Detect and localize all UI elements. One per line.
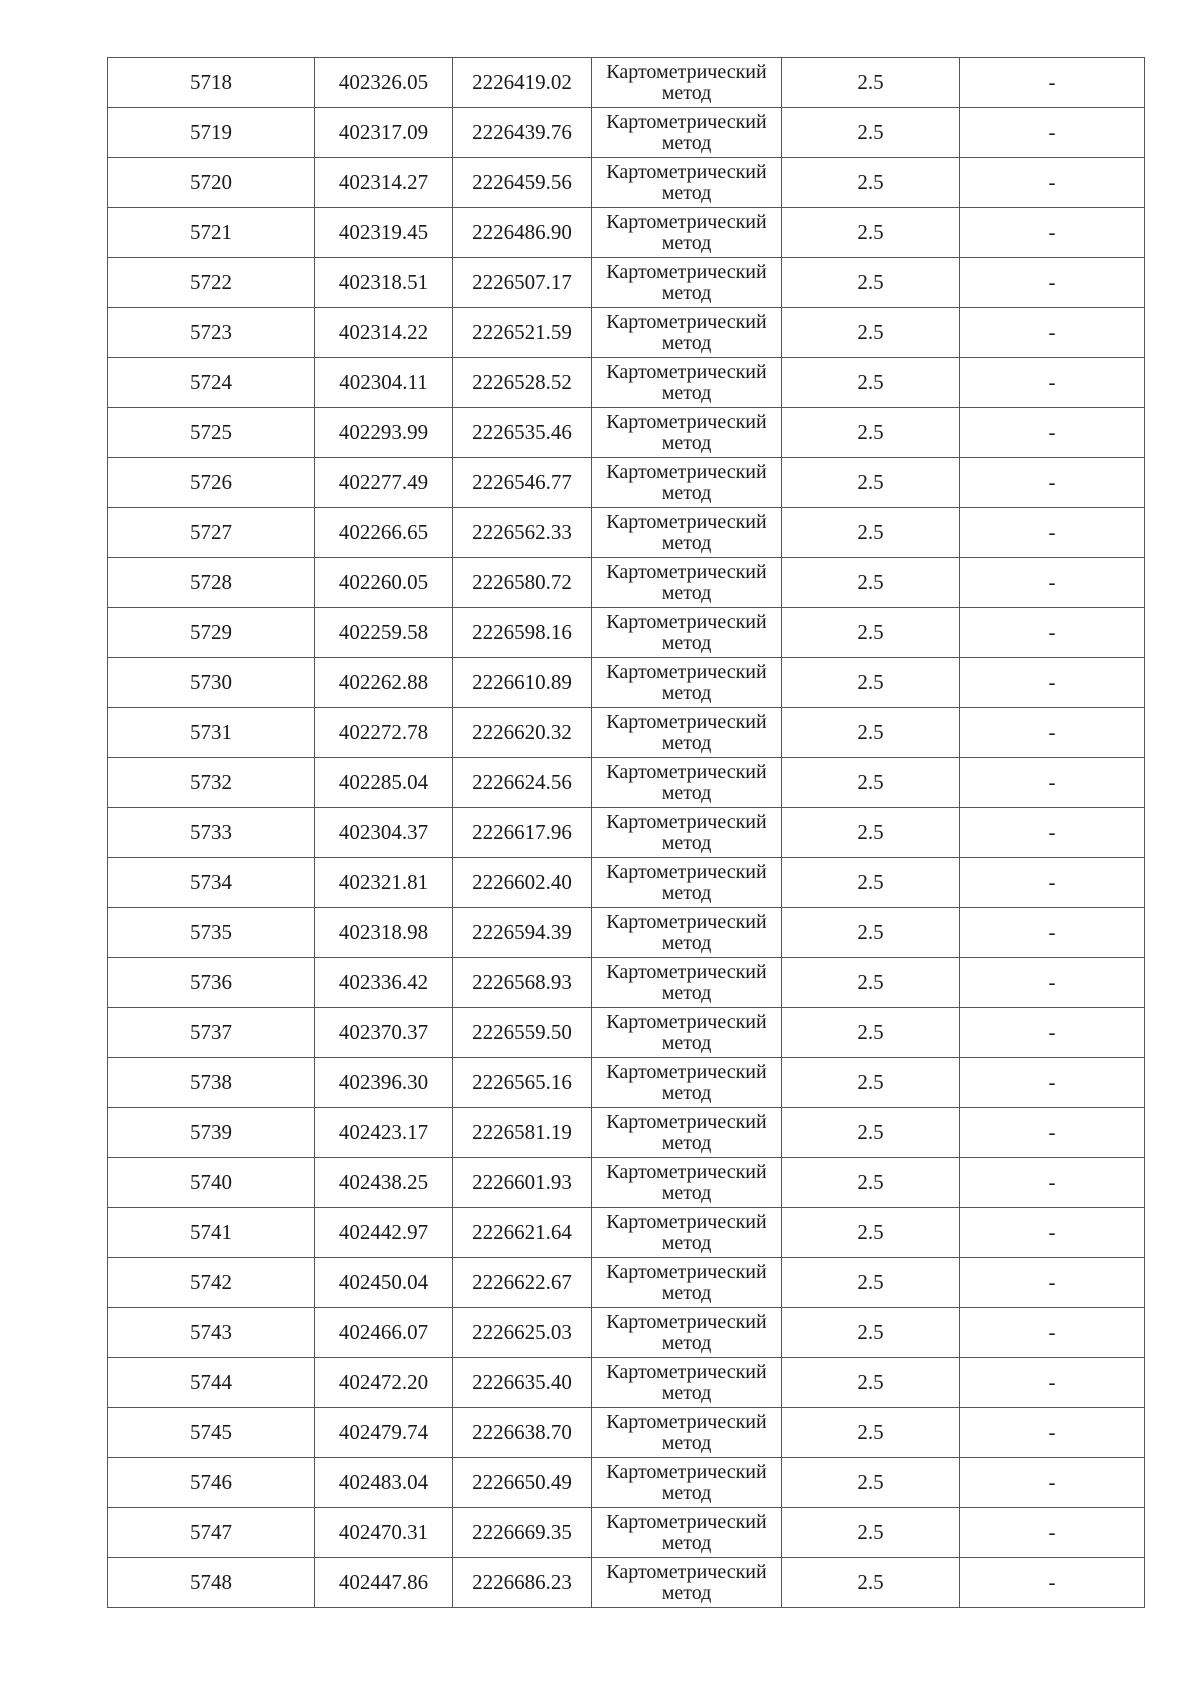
accuracy-cell: 2.5: [782, 1258, 960, 1308]
method-label-line2: метод: [661, 331, 712, 354]
x-coordinate-cell: 402293.99: [315, 408, 453, 458]
method-cell: [592, 108, 782, 158]
description-cell: -: [960, 1308, 1145, 1358]
point-number-cell: 5730: [108, 658, 315, 708]
y-coordinate-cell: 2226617.96: [453, 808, 592, 858]
description-cell: -: [960, 1558, 1145, 1608]
table-row: [108, 1508, 1145, 1558]
table-row: [108, 308, 1145, 358]
description-cell: -: [960, 358, 1145, 408]
accuracy-cell: 2.5: [782, 1108, 960, 1158]
method-label-line2: метод: [661, 581, 712, 604]
table-row: [108, 758, 1145, 808]
description-cell: -: [960, 508, 1145, 558]
y-coordinate-cell: 2226562.33: [453, 508, 592, 558]
point-number-cell: 5738: [108, 1058, 315, 1108]
method-label-line1: Картометрический: [606, 660, 767, 683]
table-row: [108, 1258, 1145, 1308]
description-cell: -: [960, 208, 1145, 258]
table-row: [108, 258, 1145, 308]
method-label-line1: Картометрический: [606, 1360, 767, 1383]
method-label-line2: метод: [661, 281, 712, 304]
description-cell: -: [960, 708, 1145, 758]
point-number-cell: 5740: [108, 1158, 315, 1208]
method-cell: [592, 758, 782, 808]
accuracy-cell: 2.5: [782, 1458, 960, 1508]
point-number-cell: 5722: [108, 258, 315, 308]
point-number-cell: 5736: [108, 958, 315, 1008]
x-coordinate-cell: 402472.20: [315, 1358, 453, 1408]
table-row: [108, 458, 1145, 508]
point-number-cell: 5723: [108, 308, 315, 358]
description-cell: -: [960, 1458, 1145, 1508]
method-label-line2: метод: [661, 381, 712, 404]
method-label-line1: Картометрический: [606, 810, 767, 833]
method-label-line1: Картометрический: [606, 1060, 767, 1083]
method-cell: [592, 158, 782, 208]
description-cell: -: [960, 758, 1145, 808]
x-coordinate-cell: 402483.04: [315, 1458, 453, 1508]
table-row: [108, 358, 1145, 408]
method-label-line2: метод: [661, 1481, 712, 1504]
description-cell: -: [960, 858, 1145, 908]
method-label-line2: метод: [661, 731, 712, 754]
description-cell: -: [960, 1058, 1145, 1108]
table-row: [108, 1108, 1145, 1158]
method-label-line1: Картометрический: [606, 1510, 767, 1533]
point-number-cell: 5742: [108, 1258, 315, 1308]
method-cell: [592, 1358, 782, 1408]
description-cell: -: [960, 958, 1145, 1008]
description-cell: -: [960, 908, 1145, 958]
method-cell: [592, 1208, 782, 1258]
point-number-cell: 5743: [108, 1308, 315, 1358]
method-cell: [592, 608, 782, 658]
method-cell: [592, 258, 782, 308]
table-row: [108, 508, 1145, 558]
x-coordinate-cell: 402314.27: [315, 158, 453, 208]
x-coordinate-cell: 402259.58: [315, 608, 453, 658]
method-cell: [592, 908, 782, 958]
y-coordinate-cell: 2226598.16: [453, 608, 592, 658]
description-cell: -: [960, 658, 1145, 708]
description-cell: -: [960, 1158, 1145, 1208]
point-number-cell: 5734: [108, 858, 315, 908]
method-label-line2: метод: [661, 831, 712, 854]
y-coordinate-cell: 2226439.76: [453, 108, 592, 158]
y-coordinate-cell: 2226610.89: [453, 658, 592, 708]
y-coordinate-cell: 2226419.02: [453, 58, 592, 108]
accuracy-cell: 2.5: [782, 658, 960, 708]
method-cell: [592, 708, 782, 758]
table-row: [108, 1358, 1145, 1408]
y-coordinate-cell: 2226601.93: [453, 1158, 592, 1208]
x-coordinate-cell: 402336.42: [315, 958, 453, 1008]
point-number-cell: 5720: [108, 158, 315, 208]
y-coordinate-cell: 2226669.35: [453, 1508, 592, 1558]
method-label-line2: метод: [661, 881, 712, 904]
description-cell: -: [960, 808, 1145, 858]
point-number-cell: 5746: [108, 1458, 315, 1508]
x-coordinate-cell: 402319.45: [315, 208, 453, 258]
description-cell: -: [960, 408, 1145, 458]
y-coordinate-cell: 2226625.03: [453, 1308, 592, 1358]
x-coordinate-cell: 402285.04: [315, 758, 453, 808]
method-label-line2: метод: [661, 531, 712, 554]
table-row: [108, 108, 1145, 158]
accuracy-cell: 2.5: [782, 1508, 960, 1558]
point-number-cell: 5721: [108, 208, 315, 258]
y-coordinate-cell: 2226459.56: [453, 158, 592, 208]
method-label-line1: Картометрический: [606, 1310, 767, 1333]
y-coordinate-cell: 2226622.67: [453, 1258, 592, 1308]
point-number-cell: 5747: [108, 1508, 315, 1558]
method-label-line1: Картометрический: [606, 260, 767, 283]
method-label-line2: метод: [661, 1431, 712, 1454]
point-number-cell: 5729: [108, 608, 315, 658]
x-coordinate-cell: 402260.05: [315, 558, 453, 608]
method-label-line2: метод: [661, 1381, 712, 1404]
method-label-line1: Картометрический: [606, 360, 767, 383]
table-row: [108, 58, 1145, 108]
accuracy-cell: 2.5: [782, 258, 960, 308]
x-coordinate-cell: 402277.49: [315, 458, 453, 508]
y-coordinate-cell: 2226521.59: [453, 308, 592, 358]
y-coordinate-cell: 2226581.19: [453, 1108, 592, 1158]
method-label-line1: Картометрический: [606, 460, 767, 483]
point-number-cell: 5725: [108, 408, 315, 458]
method-label-line1: Картометрический: [606, 1110, 767, 1133]
method-label-line2: метод: [661, 1031, 712, 1054]
method-label-line1: Картометрический: [606, 710, 767, 733]
description-cell: -: [960, 1358, 1145, 1408]
table-row: [108, 1558, 1145, 1608]
method-label-line1: Картометрический: [606, 1560, 767, 1583]
method-cell: [592, 458, 782, 508]
x-coordinate-cell: 402318.51: [315, 258, 453, 308]
method-cell: [592, 1258, 782, 1308]
method-label-line1: Картометрический: [606, 210, 767, 233]
description-cell: -: [960, 1408, 1145, 1458]
point-number-cell: 5741: [108, 1208, 315, 1258]
method-cell: [592, 808, 782, 858]
x-coordinate-cell: 402317.09: [315, 108, 453, 158]
accuracy-cell: 2.5: [782, 1158, 960, 1208]
method-cell: [592, 58, 782, 108]
method-label-line1: Картометрический: [606, 1460, 767, 1483]
method-label-line1: Картометрический: [606, 110, 767, 133]
y-coordinate-cell: 2226507.17: [453, 258, 592, 308]
point-number-cell: 5719: [108, 108, 315, 158]
y-coordinate-cell: 2226486.90: [453, 208, 592, 258]
accuracy-cell: 2.5: [782, 1308, 960, 1358]
description-cell: -: [960, 308, 1145, 358]
description-cell: -: [960, 1008, 1145, 1058]
table-row: [108, 708, 1145, 758]
method-label-line2: метод: [661, 181, 712, 204]
x-coordinate-cell: 402447.86: [315, 1558, 453, 1608]
method-label-line2: метод: [661, 1181, 712, 1204]
y-coordinate-cell: 2226620.32: [453, 708, 592, 758]
y-coordinate-cell: 2226559.50: [453, 1008, 592, 1058]
accuracy-cell: 2.5: [782, 1008, 960, 1058]
table-row: [108, 908, 1145, 958]
table-row: [108, 558, 1145, 608]
point-number-cell: 5732: [108, 758, 315, 808]
accuracy-cell: 2.5: [782, 608, 960, 658]
method-label-line1: Картометрический: [606, 860, 767, 883]
description-cell: -: [960, 458, 1145, 508]
accuracy-cell: 2.5: [782, 908, 960, 958]
y-coordinate-cell: 2226528.52: [453, 358, 592, 408]
method-label-line2: метод: [661, 1331, 712, 1354]
method-cell: [592, 858, 782, 908]
y-coordinate-cell: 2226546.77: [453, 458, 592, 508]
method-label-line2: метод: [661, 481, 712, 504]
method-label-line1: Картометрический: [606, 1260, 767, 1283]
accuracy-cell: 2.5: [782, 408, 960, 458]
accuracy-cell: 2.5: [782, 1558, 960, 1608]
table-row: [108, 658, 1145, 708]
y-coordinate-cell: 2226535.46: [453, 408, 592, 458]
table-row: [108, 208, 1145, 258]
x-coordinate-cell: 402370.37: [315, 1008, 453, 1058]
y-coordinate-cell: 2226624.56: [453, 758, 592, 808]
method-label-line1: Картометрический: [606, 410, 767, 433]
method-label-line1: Картометрический: [606, 560, 767, 583]
accuracy-cell: 2.5: [782, 158, 960, 208]
point-number-cell: 5744: [108, 1358, 315, 1408]
method-cell: [592, 408, 782, 458]
y-coordinate-cell: 2226602.40: [453, 858, 592, 908]
description-cell: -: [960, 1108, 1145, 1158]
method-label-line1: Картометрический: [606, 760, 767, 783]
method-label-line2: метод: [661, 931, 712, 954]
accuracy-cell: 2.5: [782, 358, 960, 408]
method-label-line2: метод: [661, 781, 712, 804]
table-row: [108, 608, 1145, 658]
y-coordinate-cell: 2226650.49: [453, 1458, 592, 1508]
table-row: [108, 1458, 1145, 1508]
method-cell: [592, 1008, 782, 1058]
method-cell: [592, 1558, 782, 1608]
coordinates-table: [107, 57, 1145, 1608]
description-cell: -: [960, 1508, 1145, 1558]
method-cell: [592, 958, 782, 1008]
point-number-cell: 5718: [108, 58, 315, 108]
y-coordinate-cell: 2226635.40: [453, 1358, 592, 1408]
method-cell: [592, 558, 782, 608]
x-coordinate-cell: 402450.04: [315, 1258, 453, 1308]
table-row: [108, 1008, 1145, 1058]
point-number-cell: 5724: [108, 358, 315, 408]
y-coordinate-cell: 2226568.93: [453, 958, 592, 1008]
point-number-cell: 5728: [108, 558, 315, 608]
description-cell: -: [960, 58, 1145, 108]
point-number-cell: 5745: [108, 1408, 315, 1458]
x-coordinate-cell: 402396.30: [315, 1058, 453, 1108]
method-label-line1: Картометрический: [606, 1010, 767, 1033]
point-number-cell: 5733: [108, 808, 315, 858]
accuracy-cell: 2.5: [782, 58, 960, 108]
method-label-line2: метод: [661, 231, 712, 254]
coordinates-table-body: [108, 58, 1145, 1608]
method-cell: [592, 308, 782, 358]
method-label-line2: метод: [661, 1581, 712, 1604]
table-row: [108, 408, 1145, 458]
x-coordinate-cell: 402442.97: [315, 1208, 453, 1258]
point-number-cell: 5731: [108, 708, 315, 758]
table-row: [108, 158, 1145, 208]
point-number-cell: 5735: [108, 908, 315, 958]
x-coordinate-cell: 402262.88: [315, 658, 453, 708]
method-label-line2: метод: [661, 1131, 712, 1154]
description-cell: -: [960, 558, 1145, 608]
point-number-cell: 5748: [108, 1558, 315, 1608]
method-label-line2: метод: [661, 981, 712, 1004]
x-coordinate-cell: 402479.74: [315, 1408, 453, 1458]
table-row: [108, 1208, 1145, 1258]
accuracy-cell: 2.5: [782, 1208, 960, 1258]
method-cell: [592, 658, 782, 708]
table-row: [108, 1058, 1145, 1108]
x-coordinate-cell: 402304.37: [315, 808, 453, 858]
method-label-line1: Картометрический: [606, 510, 767, 533]
x-coordinate-cell: 402266.65: [315, 508, 453, 558]
table-row: [108, 808, 1145, 858]
y-coordinate-cell: 2226621.64: [453, 1208, 592, 1258]
x-coordinate-cell: 402423.17: [315, 1108, 453, 1158]
method-label-line2: метод: [661, 1081, 712, 1104]
x-coordinate-cell: 402470.31: [315, 1508, 453, 1558]
accuracy-cell: 2.5: [782, 858, 960, 908]
method-label-line1: Картометрический: [606, 60, 767, 83]
accuracy-cell: 2.5: [782, 108, 960, 158]
method-cell: [592, 1058, 782, 1108]
method-cell: [592, 508, 782, 558]
method-label-line2: метод: [661, 681, 712, 704]
method-label-line2: метод: [661, 431, 712, 454]
accuracy-cell: 2.5: [782, 208, 960, 258]
method-label-line2: метод: [661, 631, 712, 654]
x-coordinate-cell: 402326.05: [315, 58, 453, 108]
method-label-line2: метод: [661, 1231, 712, 1254]
description-cell: -: [960, 1208, 1145, 1258]
method-cell: [592, 1158, 782, 1208]
method-cell: [592, 208, 782, 258]
x-coordinate-cell: 402321.81: [315, 858, 453, 908]
method-cell: [592, 1408, 782, 1458]
method-label-line1: Картометрический: [606, 1210, 767, 1233]
method-label-line2: метод: [661, 1281, 712, 1304]
accuracy-cell: 2.5: [782, 1358, 960, 1408]
method-cell: [592, 358, 782, 408]
y-coordinate-cell: 2226580.72: [453, 558, 592, 608]
method-cell: [592, 1308, 782, 1358]
method-label-line2: метод: [661, 1531, 712, 1554]
table-row: [108, 1158, 1145, 1208]
accuracy-cell: 2.5: [782, 1408, 960, 1458]
method-label-line1: Картометрический: [606, 1410, 767, 1433]
x-coordinate-cell: 402272.78: [315, 708, 453, 758]
accuracy-cell: 2.5: [782, 1058, 960, 1108]
y-coordinate-cell: 2226638.70: [453, 1408, 592, 1458]
point-number-cell: 5737: [108, 1008, 315, 1058]
table-row: [108, 858, 1145, 908]
method-label-line2: метод: [661, 81, 712, 104]
x-coordinate-cell: 402304.11: [315, 358, 453, 408]
x-coordinate-cell: 402466.07: [315, 1308, 453, 1358]
point-number-cell: 5739: [108, 1108, 315, 1158]
point-number-cell: 5726: [108, 458, 315, 508]
accuracy-cell: 2.5: [782, 808, 960, 858]
accuracy-cell: 2.5: [782, 558, 960, 608]
accuracy-cell: 2.5: [782, 308, 960, 358]
method-label-line1: Картометрический: [606, 610, 767, 633]
method-label-line1: Картометрический: [606, 910, 767, 933]
method-label-line2: метод: [661, 131, 712, 154]
description-cell: -: [960, 108, 1145, 158]
table-row: [108, 1308, 1145, 1358]
method-cell: [592, 1108, 782, 1158]
description-cell: -: [960, 258, 1145, 308]
description-cell: -: [960, 158, 1145, 208]
accuracy-cell: 2.5: [782, 958, 960, 1008]
x-coordinate-cell: 402314.22: [315, 308, 453, 358]
method-label-line1: Картометрический: [606, 310, 767, 333]
accuracy-cell: 2.5: [782, 758, 960, 808]
table-row: [108, 1408, 1145, 1458]
method-label-line1: Картометрический: [606, 960, 767, 983]
description-cell: -: [960, 608, 1145, 658]
accuracy-cell: 2.5: [782, 708, 960, 758]
method-cell: [592, 1458, 782, 1508]
method-label-line1: Картометрический: [606, 160, 767, 183]
y-coordinate-cell: 2226565.16: [453, 1058, 592, 1108]
accuracy-cell: 2.5: [782, 458, 960, 508]
x-coordinate-cell: 402438.25: [315, 1158, 453, 1208]
description-cell: -: [960, 1258, 1145, 1308]
point-number-cell: 5727: [108, 508, 315, 558]
accuracy-cell: 2.5: [782, 508, 960, 558]
y-coordinate-cell: 2226686.23: [453, 1558, 592, 1608]
y-coordinate-cell: 2226594.39: [453, 908, 592, 958]
table-row: [108, 958, 1145, 1008]
method-cell: [592, 1508, 782, 1558]
x-coordinate-cell: 402318.98: [315, 908, 453, 958]
method-label-line1: Картометрический: [606, 1160, 767, 1183]
